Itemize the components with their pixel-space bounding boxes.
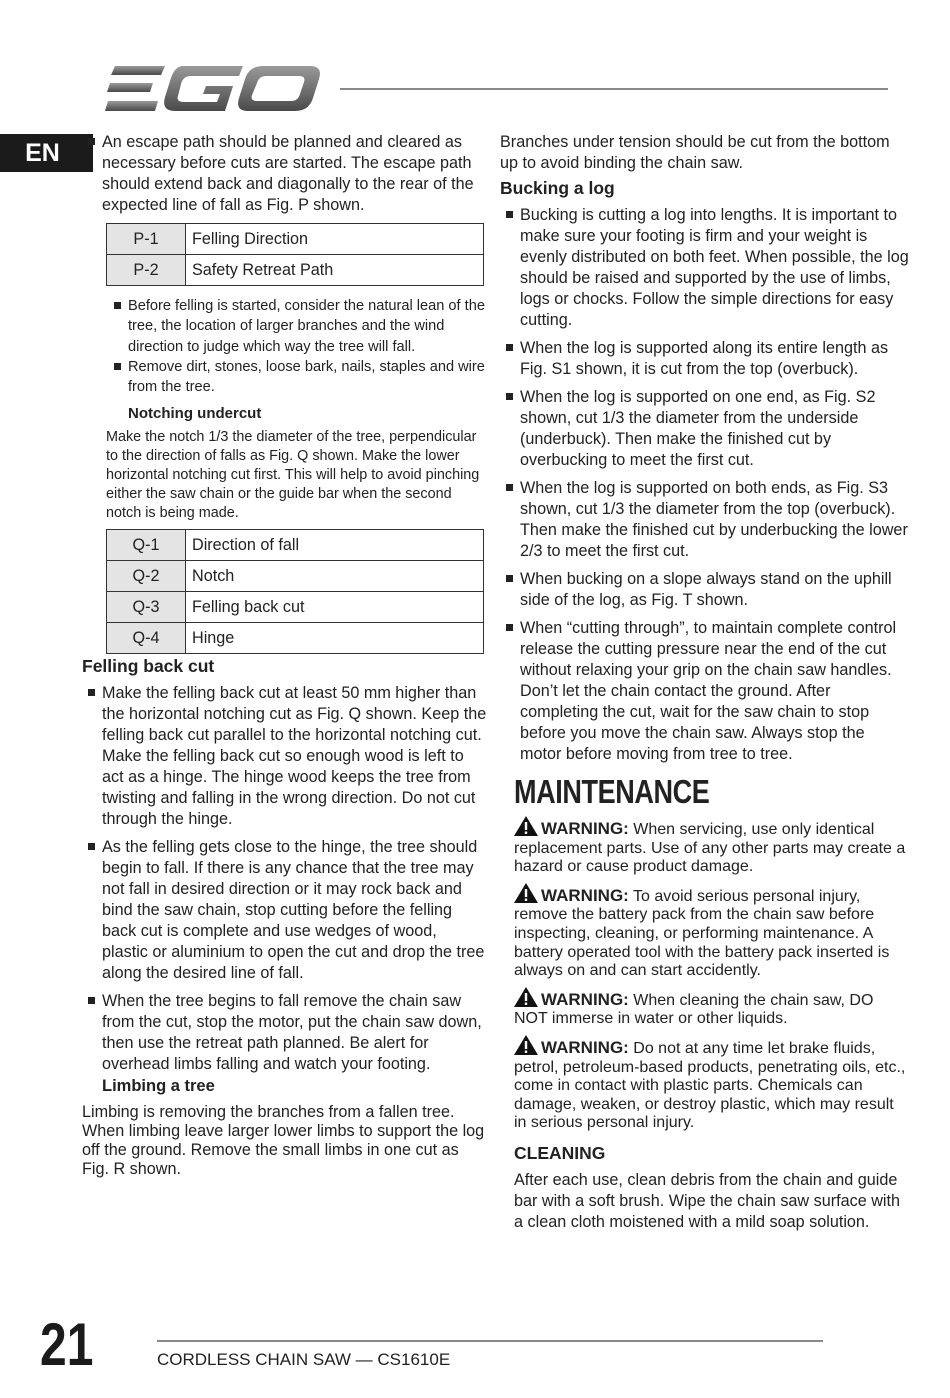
list-item: When “cutting through”, to maintain complete control release the cutting pressure near the end of the cut without relaxing your grip on the chain saw handles. Don’t let the chain contact the ground. After completing the cut, wait for the saw chain to stop before you move the chain saw. Always stop the motor before moving from tree to tree. <box>500 618 910 765</box>
language-tab: EN <box>0 134 93 172</box>
list-item: When the tree begins to fall remove the chain saw from the cut, stop the motor, put the chain saw down, then use the retreat path planned. Be alert for overhead limbs falling and watch your footing. <box>82 991 487 1075</box>
table-row: Q-4 Hinge <box>107 623 484 654</box>
header-rule <box>340 88 888 90</box>
list-item: When the log is supported on both ends, as Fig. S3 shown, cut 1/3 the diameter from the top (overbuck). Then make the finished cut by underbucking the lower 2/3 to meet the first cut. <box>500 478 910 562</box>
list-item: Bucking is cutting a log into lengths. It is important to make sure your footing is firm and your weight is evenly distributed on both feet. When possible, the log should be raised and supported by the use of limbs, logs or chocks. Follow the simple directions for easy cutting. <box>500 205 910 331</box>
warning-icon <box>514 1035 538 1055</box>
warning-text: When servicing, use only identical replacement parts. Use of any other parts may create a hazard or cause product damage. <box>514 821 906 876</box>
list-item: When the log is supported along its entire length as Fig. S1 shown, it is cut from the top (overbuck). <box>500 338 910 380</box>
warning-block <box>514 816 910 877</box>
limbing-text: Limbing is removing the branches from a fallen tree. When limbing leave larger lower limbs to support the log off the ground. Remove the small limbs in one cut as Fig. R shown. <box>82 1103 485 1179</box>
list-item: Remove dirt, stones, loose bark, nails, staples and wire from the tree. <box>108 357 487 398</box>
list-item: An escape path should be planned and cleared as necessary before cuts are started. The escape path should extend back and diagonally to the rear of the expected line of fall as Fig. P shown. <box>82 132 487 216</box>
warning-block <box>514 1035 910 1133</box>
cleaning-heading: CLEANING <box>514 1142 606 1163</box>
table-row: Q-1 Direction of fall <box>107 530 484 561</box>
warning-block <box>514 883 910 981</box>
list-item: Before felling is started, consider the natural lean of the tree, the location of larger branches and the wind direction to judge which way the tree will fall. <box>108 296 487 357</box>
warning-label: WARNING: <box>541 885 629 905</box>
warning-icon <box>514 816 538 836</box>
bucking-list <box>500 205 910 765</box>
list-item: When bucking on a slope always stand on the uphill side of the log, as Fig. T shown. <box>500 569 910 611</box>
footer-product-name: CORDLESS CHAIN SAW — CS1610E <box>157 1350 451 1369</box>
branches-intro: Branches under tension should be cut from the bottom up to avoid binding the chain saw. <box>500 133 890 172</box>
warning-icon <box>514 987 538 1007</box>
warning-label: WARNING: <box>541 1037 629 1057</box>
table-row: P-2 Safety Retreat Path <box>107 255 484 286</box>
table-row: P-1 Felling Direction <box>107 224 484 255</box>
notching-text: Make the notch 1/3 the diameter of the tree, perpendicular to the direction of falls as Fig. Q shown. Make the lower horizontal notching cut first. This will help to avoid pinching either the saw chain or the guide bar when the second notch is being made. <box>106 429 480 522</box>
table-row: Q-2 Notch <box>107 561 484 592</box>
warning-text: Do not at any time let brake fluids, petrol, petroleum-based products, penetrating oils, etc., come in contact with plastic parts. Chemicals can damage, weaken, or destroy plastic, which may result in serious personal injury. <box>514 1039 906 1132</box>
felling-heading: Felling back cut <box>82 656 215 677</box>
warning-label: WARNING: <box>541 819 629 838</box>
list-item: Make the felling back cut at least 50 mm higher than the horizontal notching cut as Fig. Q shown. Keep the felling back cut parallel to the horizontal notching cut. Make the felling back cut so enough wood is left to act as a hinge. The hinge wood keeps the tree from twisting and falling in the wrong direction. Do not cut through the hinge. <box>82 683 487 830</box>
legend-table-p <box>106 223 484 286</box>
left-column <box>82 132 487 1183</box>
limbing-heading: Limbing a tree <box>102 1077 215 1096</box>
table-row: Q-3 Felling back cut <box>107 592 484 623</box>
legend-table-q <box>106 529 484 654</box>
warning-text: When cleaning the chain saw, DO NOT immerse in water or other liquids. <box>514 991 874 1028</box>
list-item: When the log is supported on one end, as Fig. S2 shown, cut 1/3 the diameter from the underside (underbuck). Then make the finished cut by overbucking to meet the first cut. <box>500 387 910 471</box>
warning-block <box>514 987 910 1029</box>
footer-rule <box>157 1340 823 1342</box>
warning-text: To avoid serious personal injury, remove the battery pack from the chain saw before inspecting, cleaning, or performing maintenance. A battery operated tool with the battery pack inserted is always on and can start accidently. <box>514 887 890 980</box>
list-item: As the felling gets close to the hinge, the tree should begin to fall. If there is any chance that the tree may not fall in desired direction or it may rock back and bind the saw chain, stop cutting before the felling back cut is complete and use wedges of wood, plastic or aluminium to open the cut and drop the tree along the desired line of fall. <box>82 837 487 984</box>
felling-prep-list <box>108 296 487 397</box>
maintenance-title: MAINTENANCE <box>514 773 710 810</box>
right-column <box>500 132 910 1233</box>
cleaning-text: After each use, clean debris from the chain and guide bar with a soft brush. Wipe the chain saw surface with a clean cloth moistened with a mild soap solution. <box>514 1170 900 1231</box>
bucking-heading: Bucking a log <box>500 178 615 198</box>
notching-heading: Notching undercut <box>128 405 262 423</box>
ego-logo <box>105 64 320 114</box>
warning-icon <box>514 883 538 903</box>
felling-list <box>82 683 487 1075</box>
page-number: 21 <box>40 1311 94 1378</box>
escape-path-list <box>82 132 487 216</box>
warning-label: WARNING: <box>541 989 629 1009</box>
